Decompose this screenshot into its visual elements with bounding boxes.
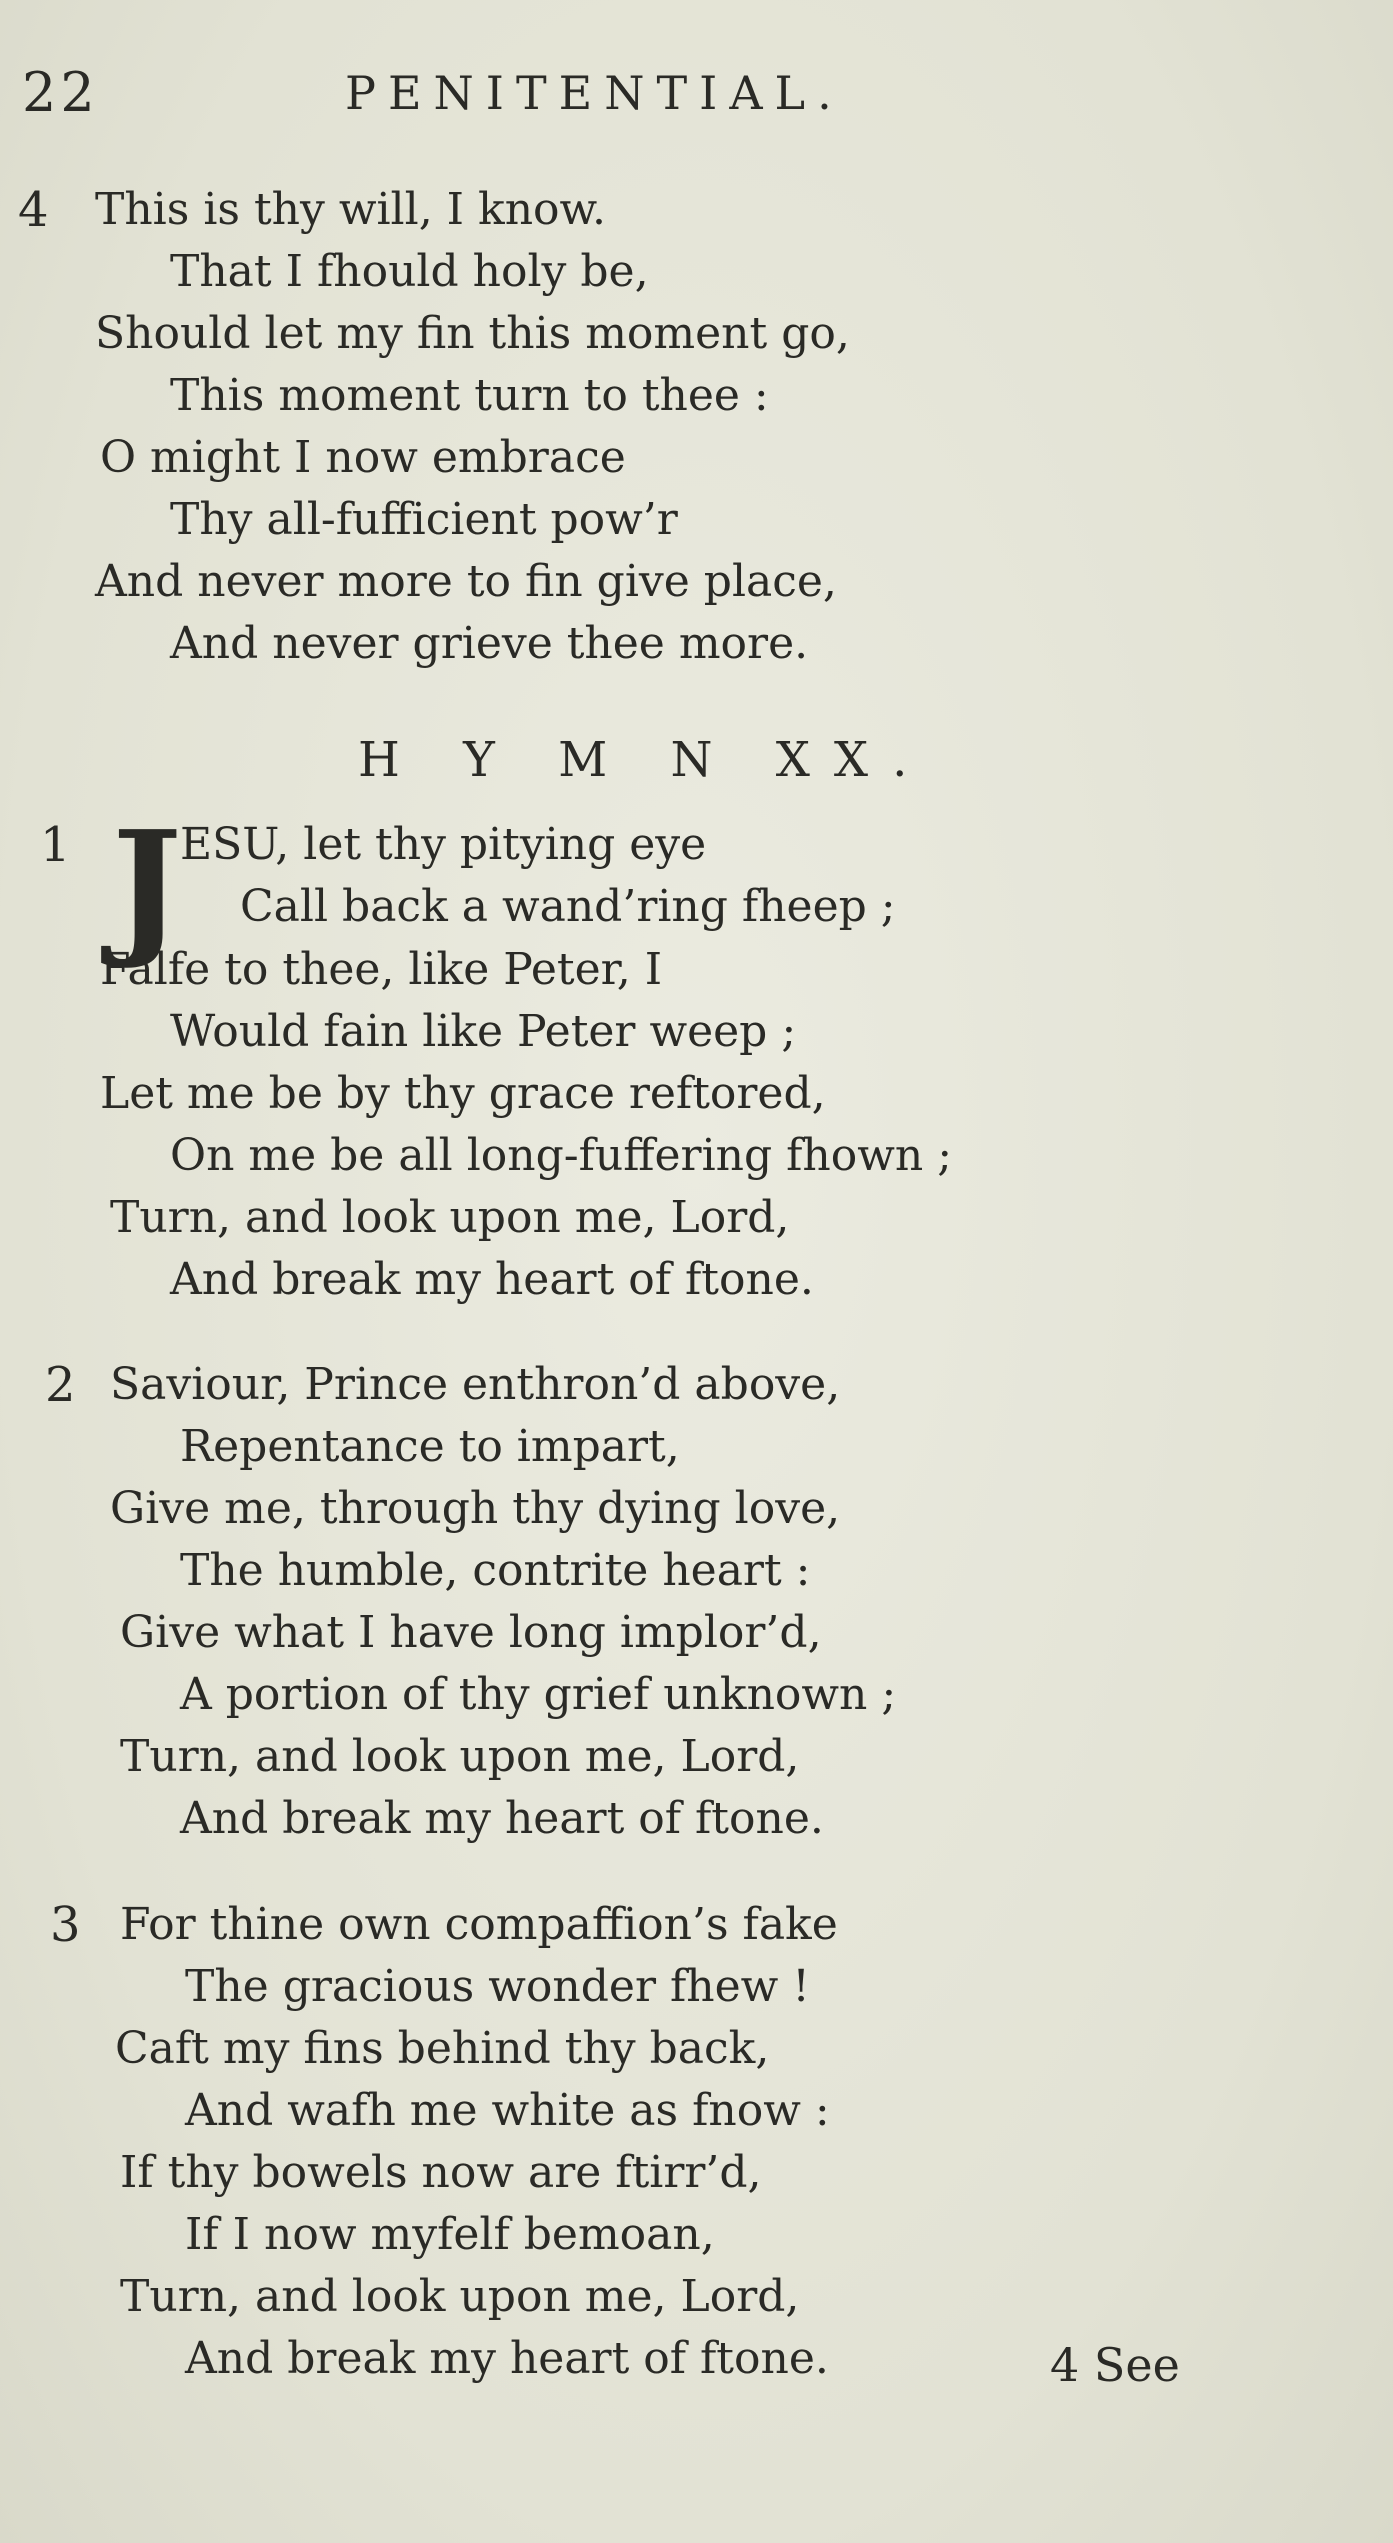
verse-line: Thy all-fufficient pow’r	[170, 494, 678, 545]
hymn-title: H Y M N XX.	[358, 732, 932, 788]
verse-line: If I now myfelf bemoan,	[185, 2209, 715, 2260]
verse-line: And never more to fin give place,	[95, 556, 837, 607]
verse-line: That I fhould holy be,	[170, 246, 649, 297]
verse-line: Give what I have long implor’d,	[120, 1607, 822, 1658]
verse-line: Let me be by thy grace reftored,	[100, 1068, 826, 1119]
stanza-number: 2	[45, 1357, 76, 1413]
verse-line: This moment turn to thee :	[170, 370, 769, 421]
verse-line: Turn, and look upon me, Lord,	[110, 1192, 790, 1243]
verse-line: A portion of thy grief unknown ;	[180, 1669, 897, 1720]
stanza-number: 1	[40, 817, 71, 873]
verse-line: And wafh me white as fnow :	[185, 2085, 830, 2136]
catchword: 4 See	[1050, 2338, 1180, 2392]
verse-line: ESU, let thy pitying eye	[180, 819, 707, 870]
verse-line: Would fain like Peter weep ;	[170, 1006, 797, 1057]
verse-line: Falfe to thee, like Peter, I	[100, 944, 663, 995]
verse-line: Give me, through thy dying love,	[110, 1483, 841, 1534]
verse-line: Turn, and look upon me, Lord,	[120, 2271, 800, 2322]
verse-line: Turn, and look upon me, Lord,	[120, 1731, 800, 1782]
verse-line: On me be all long-fuffering fhown ;	[170, 1130, 953, 1181]
verse-line: If thy bowels now are ftirr’d,	[120, 2147, 762, 2198]
verse-line: Should let my fin this moment go,	[95, 308, 850, 359]
verse-line: O might I now embrace	[100, 432, 626, 483]
verse-line: The humble, contrite heart :	[180, 1545, 811, 1596]
verse-line: Saviour, Prince enthron’d above,	[110, 1359, 841, 1410]
page-number: 22	[22, 61, 99, 124]
drop-cap: J	[112, 798, 183, 972]
verse-line: And break my heart of ftone.	[180, 1793, 824, 1844]
verse-line: This is thy will, I know.	[95, 184, 606, 235]
verse-line: Repentance to impart,	[180, 1421, 680, 1472]
verse-line: And never grieve thee more.	[170, 618, 809, 669]
verse-line: For thine own compaffion’s fake	[120, 1899, 838, 1950]
verse-line: The gracious wonder fhew !	[185, 1961, 810, 2012]
running-title: PENITENTIAL.	[345, 66, 844, 120]
verse-line: Call back a wand’ring fheep ;	[240, 881, 896, 932]
verse-line: And break my heart of ftone.	[185, 2333, 829, 2384]
running-head	[0, 58, 1393, 128]
verse-line: Caft my fins behind thy back,	[115, 2023, 770, 2074]
stanza-number: 3	[50, 1897, 81, 1953]
stanza-number: 4	[18, 182, 49, 238]
verse-line: And break my heart of ftone.	[170, 1254, 814, 1305]
